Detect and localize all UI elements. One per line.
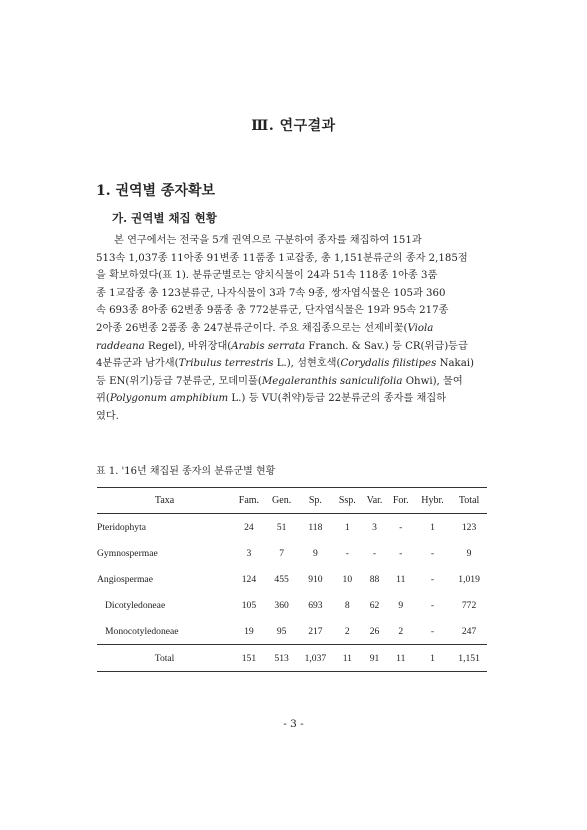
column-header: For. (388, 488, 414, 514)
paragraph-line (96, 267, 488, 285)
value-cell: 513 (266, 645, 298, 672)
value-cell: 11 (396, 573, 406, 585)
value-cell: 24 (244, 521, 254, 533)
paragraph-line (96, 302, 488, 320)
value-cell: 772 (461, 599, 477, 611)
paragraph-line (96, 250, 488, 268)
table-row (97, 514, 487, 541)
paragraph-line (96, 408, 488, 426)
taxon-cell: Dicotyledoneae (105, 599, 166, 611)
column-header: Hybr. (414, 488, 451, 514)
column-header: Ssp. (333, 488, 361, 514)
text-run: 속 693종 8아종 62변종 9품종 총 772분류군, 단자엽식물은 19과 95속 217종 (96, 305, 449, 317)
text-run: Nakai) (436, 358, 475, 370)
value-cell: 8 (344, 599, 350, 611)
value-cell: - (345, 547, 349, 559)
page-number: - 3 - (283, 718, 304, 730)
value-cell: 11 (333, 645, 361, 672)
value-cell: - (399, 547, 403, 559)
column-header: Taxa (97, 488, 232, 514)
value-cell: 247 (461, 625, 477, 637)
value-cell: 693 (308, 599, 323, 611)
value-cell: 1 (430, 521, 435, 533)
value-cell: 455 (274, 573, 289, 585)
paragraph-line (96, 320, 488, 338)
paragraph-line (96, 338, 488, 356)
paragraph-line (96, 373, 488, 391)
value-cell: 91 (361, 645, 387, 672)
value-cell: 105 (241, 599, 257, 611)
text-run: L.), 섬현호색( (273, 358, 341, 370)
table-header-row (97, 488, 487, 514)
value-cell: - (372, 547, 377, 559)
species-name: Megaleranthis saniculifolia (261, 375, 403, 387)
value-cell: 9 (398, 599, 404, 611)
text-run: 4분류군과 남가새( (96, 358, 179, 370)
species-name: raddeana (96, 340, 145, 352)
value-cell: 217 (308, 625, 323, 637)
text-run: 2아종 26변종 2품종 총 247분류군이다. 주요 채집종으로는 선제비꽃( (96, 322, 408, 334)
value-cell: 51 (276, 521, 287, 533)
table-body (97, 514, 487, 672)
text-run: 513속 1,037종 11아종 91변종 11품종 1교잡종, 총 1,151분류군의 종자 2,185점 (96, 252, 468, 264)
section-title: 1. 권역별 종자확보 (96, 183, 216, 199)
species-name: Viola (407, 322, 434, 334)
taxon-cell: Angiospermae (97, 573, 153, 585)
column-header: Var. (361, 488, 387, 514)
text-run: 을 확보하였다(표 1). 분류군별로는 양치식물이 24과 51속 118종 1아종 3품 (96, 270, 438, 282)
chapter-title: Ⅲ. 연구결과 (251, 118, 336, 134)
paragraph-line (96, 355, 488, 373)
value-cell: - (430, 625, 435, 637)
value-cell: 1 (414, 645, 451, 672)
value-cell: 151 (232, 645, 266, 672)
table-row (97, 645, 487, 672)
text-run: 본 연구에서는 전국을 5개 권역으로 구분하여 종자를 채집하여 151과 (114, 235, 422, 246)
value-cell: 2 (398, 625, 404, 637)
table-row (97, 540, 487, 566)
value-cell: 910 (308, 573, 323, 585)
value-cell: - (430, 599, 435, 611)
text-run: 종 1교잡종 총 123분류군, 나자식물이 3과 7속 9종, 쌍자엽식물은 105과 360 (96, 287, 446, 299)
table-row (97, 566, 487, 592)
species-name: Tribulus terrestris (178, 358, 274, 370)
value-cell: - (399, 521, 403, 533)
text-run: 뀌( (96, 393, 110, 405)
column-header: Fam. (232, 488, 266, 514)
value-cell: 1,151 (451, 645, 487, 672)
value-cell: 123 (461, 521, 477, 533)
text-run: L.) 등 VU(취약)등급 22분류군의 종자를 채집하 (228, 393, 447, 405)
body-paragraph (96, 232, 488, 426)
table-row (97, 592, 487, 618)
text-run: Ohwi), 물여 (402, 375, 463, 387)
value-cell: 19 (244, 625, 254, 637)
value-cell: 11 (388, 645, 414, 672)
taxon-cell: Pteridophyta (97, 521, 147, 533)
paragraph-line (96, 232, 488, 250)
column-header: Total (451, 488, 487, 514)
species-name: Arabis serrata (231, 340, 306, 352)
text-run: 였다. (96, 410, 119, 422)
value-cell: 3 (372, 521, 377, 533)
value-cell: 62 (369, 599, 380, 611)
taxon-cell: Monocotyledoneae (105, 625, 179, 637)
value-cell: - (430, 547, 435, 559)
value-cell: 7 (279, 547, 285, 559)
value-cell: 2 (344, 625, 350, 637)
text-run: Franch. & Sav.) 등 CR(위급)등급 (305, 340, 468, 352)
species-name: Corydalis filistipes (340, 358, 437, 370)
taxon-cell: Gymnospermae (97, 547, 158, 559)
value-cell: 88 (369, 573, 380, 585)
text-run: 등 EN(위기)등급 7분류군, 모데미풀( (96, 375, 262, 387)
value-cell: 1 (344, 521, 350, 533)
value-cell: 95 (276, 625, 287, 637)
value-cell: 9 (312, 547, 318, 559)
subsection-title: 가. 권역별 채집 현황 (112, 211, 217, 225)
column-header: Sp. (298, 488, 334, 514)
text-run: Regel), 바위장대( (144, 340, 232, 352)
table-caption: 표 1. '16년 채집된 종자의 분류군별 현황 (96, 466, 276, 477)
value-cell: 118 (308, 521, 323, 533)
value-cell: 9 (466, 547, 472, 559)
value-cell: 360 (274, 599, 289, 611)
paragraph-line (96, 390, 488, 408)
value-cell: 1,019 (458, 573, 480, 585)
value-cell: 10 (342, 573, 353, 585)
value-cell: - (430, 573, 435, 585)
value-cell: 1,037 (298, 645, 334, 672)
table-row (97, 618, 487, 645)
taxon-cell: Total (97, 645, 232, 672)
species-name: Polygonum amphibium (109, 393, 229, 405)
taxa-table (97, 487, 487, 672)
value-cell: 26 (369, 625, 380, 637)
column-header: Gen. (266, 488, 298, 514)
value-cell: 3 (246, 547, 252, 559)
paragraph-line (96, 285, 488, 303)
value-cell: 124 (241, 573, 257, 585)
